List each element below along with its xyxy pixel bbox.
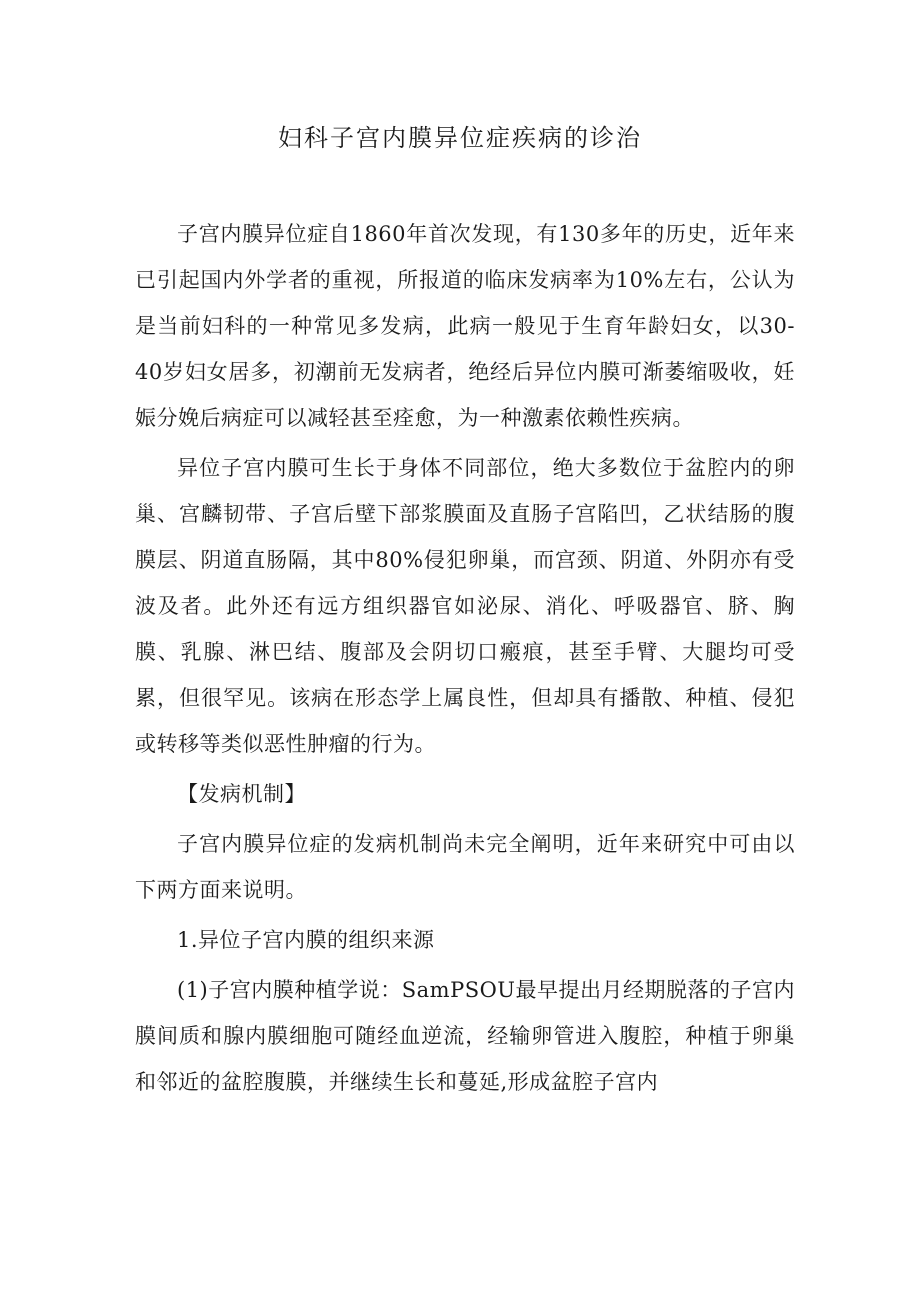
paragraph-intro: 子宫内膜异位症自1860年首次发现，有130多年的历史，近年来已引起国内外学者的重视，所报道的临床发病率为10%左右，公认为是当前妇科的一种常见多发病，此病一般见于生育年龄妇女，以30-40岁妇女居多，初潮前无发病者，绝经后异位内膜可渐萎缩吸收，妊娠分娩后病症可以减轻甚至痊愈，为一种激素依赖性疾病。 [135,222,795,430]
paragraph-ectopic-sites: 异位子宫内膜可生长于身体不同部位，绝大多数位于盆腔内的卵巢、宫麟韧带、子宫后壁下部浆膜面及直肠子宫陷凹，乙状结肠的腹膜层、阴道直肠隔，其中80%侵犯卵巢，而宫颈、阴道、外阴亦有受波及者。此外还有远方组织器官如泌尿、消化、呼吸器官、脐、胸膜、乳腺、淋巴结、腹部及会阴切口瘢痕，甚至手臂、大腿均可受累，但很罕见。该病在形态学上属良性，但却具有播散、种植、侵犯或转移等类似恶性肿瘤的行为。 [135,456,795,756]
document-body [135,211,795,1105]
paragraph-implantation-theory: (1)子宫内膜种植学说：SamPSOU最早提出月经期脱落的子宫内膜间质和腺内膜细胞可随经血逆流，经输卵管进入腹腔，种植于卵巢和邻近的盆腔腹膜，并继续生长和蔓延,形成盆腔子宫内 [135,978,795,1094]
subheading-tissue-origin: 1.异位子宫内膜的组织来源 [177,928,435,952]
document-title: 妇科子宫内膜异位症疾病的诊治 [278,124,642,152]
paragraph-pathogenesis-intro: 子宫内膜异位症的发病机制尚未完全阐明，近年来研究中可由以下两方面来说明。 [135,832,795,902]
section-heading-pathogenesis: 【发病机制】 [177,782,306,806]
